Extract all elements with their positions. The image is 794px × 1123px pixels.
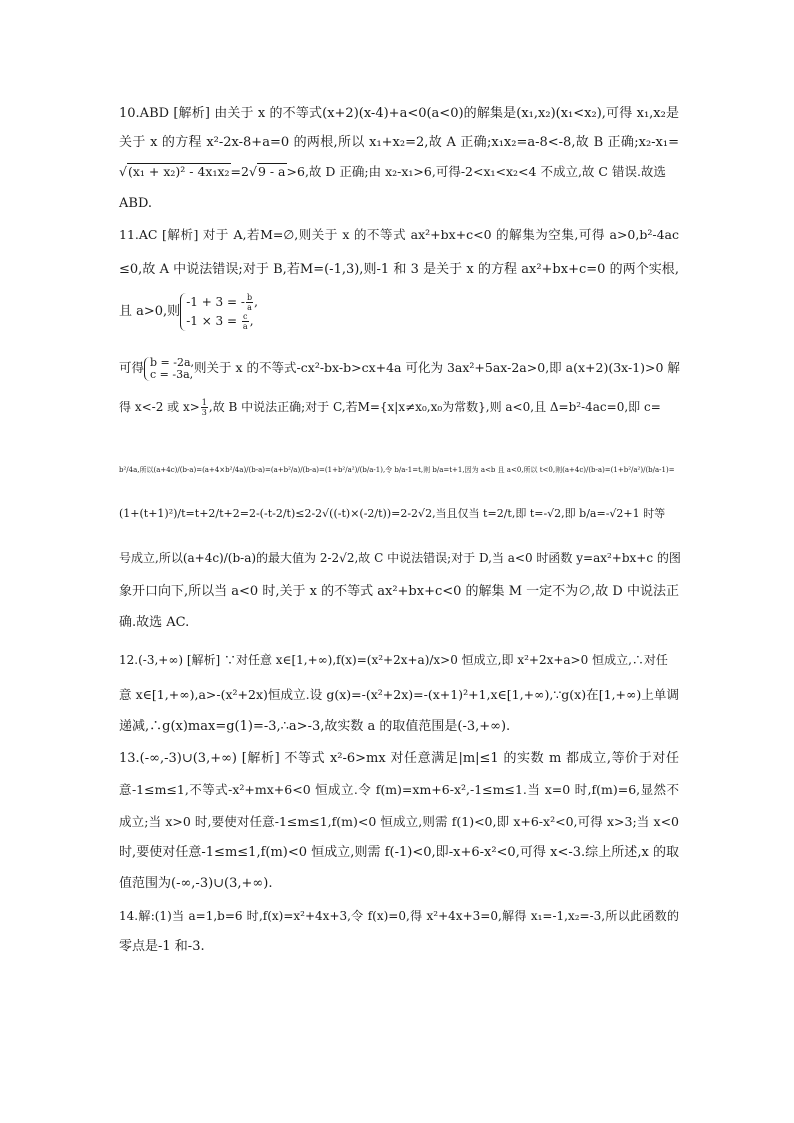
q13-line-1: 13.(-∞,-3)∪(3,+∞) [解析] 不等式 x²-6>mx 对任意满足|m|≤1 的实数 m 都成立,等价于对任 <box>119 751 679 766</box>
sys2-eq-b: c = -3a, <box>150 367 194 381</box>
q11-equation-system-2 <box>144 357 194 381</box>
fraction-b-over-a <box>246 293 253 312</box>
q10-line-3: √(x₁ + x₂)² - 4x₁x₂=2√9 - a>6,故 D 正确;由 x₂-x₁>6,可得-2<x₁<x₂<4 不成立,故 C 错误.故选 <box>119 164 666 179</box>
frac-num: b <box>246 292 253 302</box>
q11-line-6: b²/4a,所以(a+4c)/(b-a)=(a+4×b²/4a)/(b-a)=(a+b²/a)/(b-a)=(1+b²/a²)/(b/a-1),令 b/a-1=t,则 b/a=t+1,因为 a<b 且 a<0,所以 t<0,则(a+4c)/(b-a)=(1+b²/a²)/(b/a-1)= <box>119 466 675 474</box>
q11-line-3 <box>119 292 679 332</box>
frac-num: 1 <box>201 398 207 407</box>
q11-line-7: (1+(t+1)²)/t=t+2/t+2=2-(-t-2/t)≤2-2√((-t)×(-2/t))=2-2√2,当且仅当 t=2/t,即 t=-√2,即 b/a=-√2+1 时等 <box>119 507 666 520</box>
q10-line-3-tail: >6,故 D 正确;由 x₂-x₁>6,可得-2<x₁<x₂<4 不成立,故 C 错误.故选 <box>286 164 666 179</box>
frac-den: 3 <box>201 408 207 417</box>
q13-line-2: 意-1≤m≤1,不等式-x²+mx+6<0 恒成立.令 f(m)=xm+6-x²,-1≤m≤1.当 x=0 时,f(m)=6,显然不 <box>119 782 679 797</box>
fraction-1-over-3 <box>201 398 208 417</box>
q13-line-5: 值范围为(-∞,-3)∪(3,+∞). <box>119 876 273 891</box>
q11-line-5-head: 得 x<-2 或 x> <box>119 400 200 414</box>
q14-line-1: 14.解:(1)当 a=1,b=6 时,f(x)=x²+4x+3,令 f(x)=0,得 x²+4x+3=0,解得 x₁=-1,x₂=-3,所以此函数的 <box>119 909 679 923</box>
frac-num: c <box>243 311 248 321</box>
q11-line-5-tail: ,故 B 中说法正确;对于 C,若M={x|x≠x₀,x₀为常数},则 a<0,且 Δ=b²-4ac=0,即 c= <box>208 400 661 414</box>
q11-line-2: ≤0,故 A 中说法错误;对于 B,若M=(-1,3),则-1 和 3 是关于 x 的方程 ax²+bx+c=0 的两个实根, <box>119 262 679 277</box>
q11-line-4-tail: 则关于 x 的不等式-cx²-bx-b>cx+4a 可化为 3ax²+5ax-2a>0,即 a(x+2)(3x-1)>0 解 <box>194 360 680 375</box>
q10-line-2: 关于 x 的方程 x²-2x-8+a=0 的两根,所以 x₁+x₂=2,故 A 正确;x₁x₂=a-8<-8,故 B 正确;x₂-x₁= <box>119 135 679 150</box>
q11-line-1: 11.AC [解析] 对于 A,若M=∅,则关于 x 的不等式 ax²+bx+c<0 的解集为空集,可得 a>0,b²-4ac <box>119 227 679 242</box>
sys1-eq-b: -1 × 3 = <box>186 313 238 328</box>
q11-line-8: 号成立,所以(a+4c)/(b-a)的最大值为 2-2√2,故 C 中说法错误;对于 D,当 a<0 时函数 y=ax²+bx+c 的图 <box>119 551 681 565</box>
frac-den: a <box>247 302 252 312</box>
frac-den: a <box>242 321 248 331</box>
q11-line-4-head: 可得 <box>119 360 145 375</box>
q14-line-2: 零点是-1 和-3. <box>119 939 205 954</box>
sys1-eq-a: -1 + 3 = - <box>186 294 245 309</box>
q11-line-3-head: 且 a>0,则 <box>119 304 181 319</box>
q13-line-4: 时,要使对任意-1≤m≤1,f(m)<0 恒成立,则需 f(-1)<0,即-x+6-x²<0,可得 x<-3.综上所述,x 的取 <box>119 845 679 860</box>
sys2-eq-a: b = -2a, <box>150 355 195 369</box>
q13-line-3: 成立;当 x>0 时,要使对任意-1≤m≤1,f(m)<0 恒成立,则需 f(1)<0,即 x+6-x²<0,可得 x>3;当 x<0 <box>119 814 679 829</box>
q10-line-4: ABD. <box>119 196 153 211</box>
q12-line-3: 递减,∴g(x)max=g(1)=-3,∴a>-3,故实数 a 的取值范围是(-3,+∞). <box>119 719 511 734</box>
q11-line-5 <box>119 398 679 417</box>
fraction-c-over-a <box>242 312 249 331</box>
q10-sqrt-expression: (x₁ + x₂)² - 4x₁x₂ <box>127 164 230 179</box>
q12-line-1: 12.(-3,+∞) [解析] ∵对任意 x∈[1,+∞),f(x)=(x²+2x+a)/x>0 恒成立,即 x²+2x+a>0 恒成立,∴对任 <box>119 653 668 667</box>
q11-line-4 <box>119 356 679 381</box>
q10-line-1: 10.ABD [解析] 由关于 x 的不等式(x+2)(x-4)+a<0(a<0)的解集是(x₁,x₂)(x₁<x₂),可得 x₁,x₂是 <box>119 106 679 121</box>
q11-equation-system-1: -1 + 3 = - $\frac{b}{a}$ , -1 × 3 = $\frac{c}{a}$ , <box>180 293 258 331</box>
q11-line-10: 确.故选 AC. <box>119 615 190 630</box>
q11-line-9: 象开口向下,所以当 a<0 时,关于 x 的不等式 ax²+bx+c<0 的解集 M 一定不为∅,故 D 中说法正 <box>119 584 679 599</box>
q10-equals: =2 <box>230 164 249 179</box>
q10-sqrt-9-a: 9 - a <box>257 164 286 179</box>
q12-line-2: 意 x∈[1,+∞),a>-(x²+2x)恒成立.设 g(x)=-(x²+2x)=-(x+1)²+1,x∈[1,+∞),∵g(x)在[1,+∞)上单调 <box>119 687 679 702</box>
